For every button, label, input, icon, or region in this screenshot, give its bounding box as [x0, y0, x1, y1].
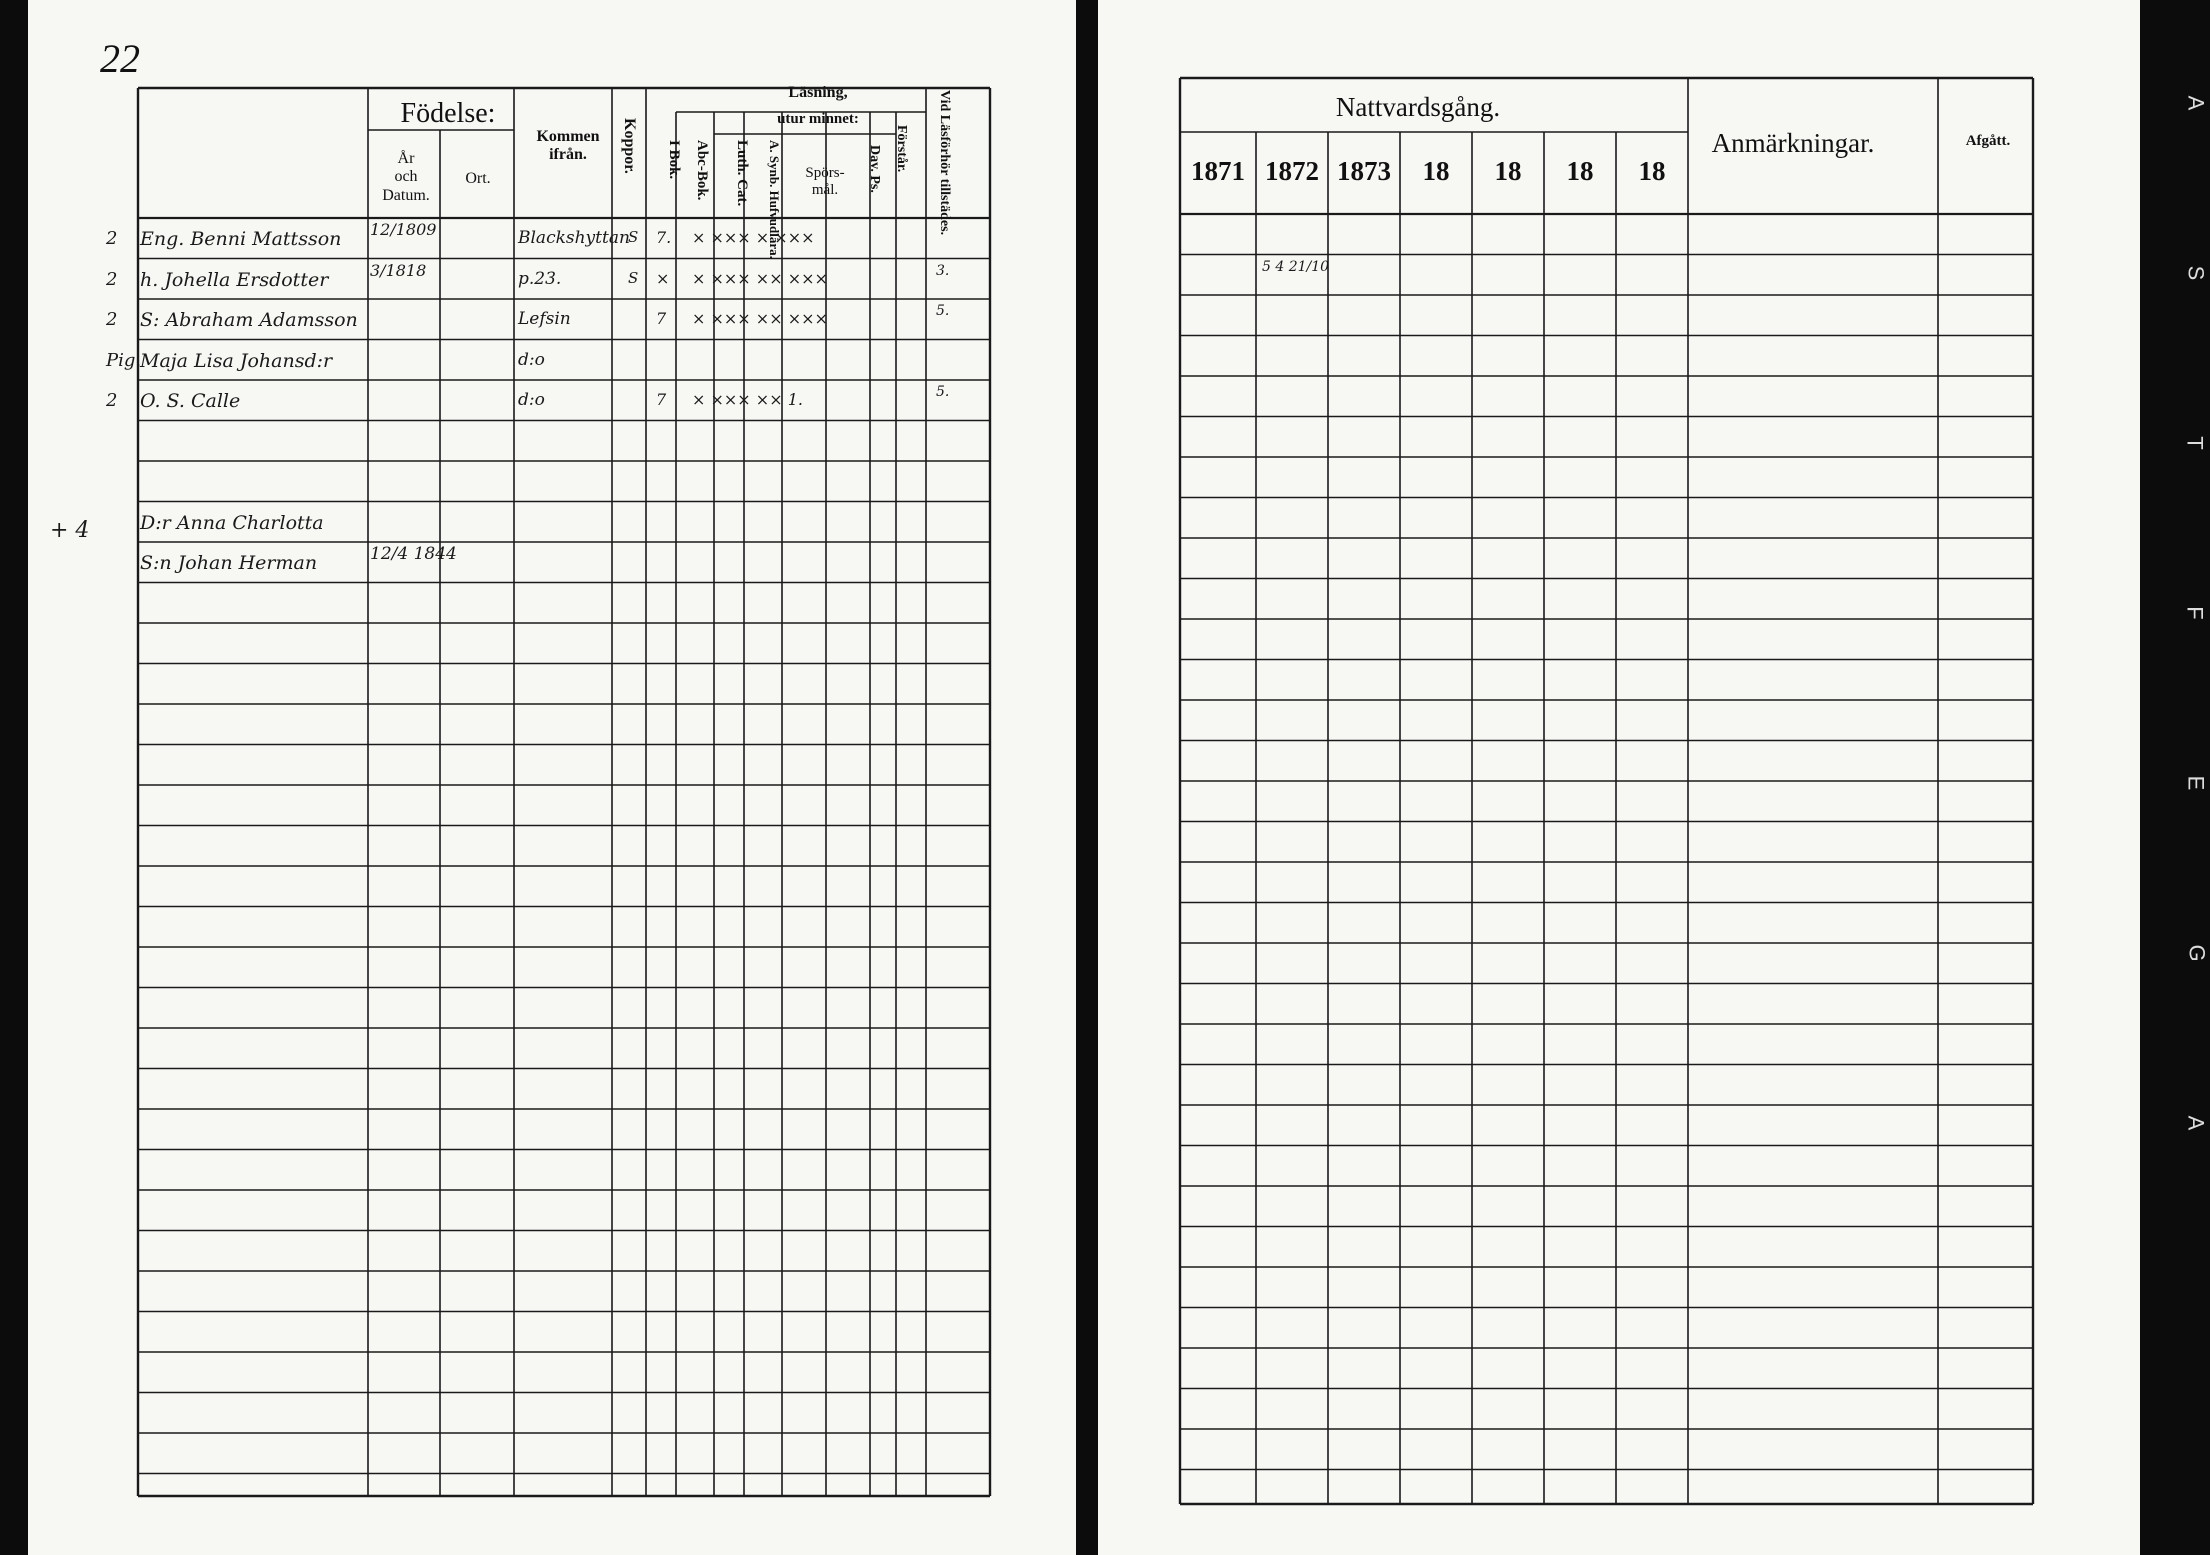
entry-born: 12/1809	[370, 220, 437, 239]
header-koppor: Koppor.	[621, 118, 638, 174]
header-nattvardsgang: Nattvardsgång.	[1335, 92, 1501, 122]
entry-tillstades: 5.	[936, 303, 950, 319]
entry-tillstades: 5.	[936, 384, 950, 400]
row-mark: Pig.	[106, 349, 142, 371]
row-mark: 2	[106, 390, 118, 411]
header-forstar: Förstår.	[894, 125, 909, 173]
edge-letter: A	[2183, 1115, 2209, 1131]
edge-letter: T	[2182, 436, 2208, 450]
row-mark: 2	[106, 309, 118, 330]
entry-i-bok: 7.	[656, 228, 672, 247]
edge-letter: F	[2182, 606, 2208, 620]
edge-letter: G	[2184, 944, 2210, 962]
entry-name: S:n Johan Herman	[140, 552, 318, 574]
entry-from: Lefsin	[518, 309, 571, 329]
entry-name: h. Johella Ersdotter	[140, 268, 329, 291]
left-page	[28, 0, 1076, 1555]
header-vid-lasforhor: Vid Läsförhör tillstädes.	[937, 90, 952, 236]
header-ar: År och Datum.	[382, 150, 430, 204]
edge-letter: E	[2183, 775, 2209, 791]
header-sporsmal: Spörs- mål.	[805, 165, 845, 199]
page-number: 22	[100, 36, 140, 81]
header-a-synb: A. Synb. Hufvudlära.	[767, 140, 782, 259]
year-header: 1871	[1191, 156, 1245, 186]
year-header: 1873	[1337, 156, 1391, 186]
communion-entry: 5 4 21/10	[1262, 258, 1330, 275]
header-dav-ps: Dav. Ps.	[867, 145, 882, 193]
entry-from: p.23.	[518, 268, 562, 289]
entry-reading-marks: × ××× ×× ×××	[692, 309, 828, 328]
entry-koppor: S	[628, 228, 639, 246]
edge-letter: S	[2183, 265, 2209, 281]
entry-tillstades: 3.	[936, 262, 950, 279]
entry-reading-marks: × ××× ×× 1.	[692, 390, 803, 409]
row-mark: 2	[106, 228, 118, 249]
header-abc-bok: Abc-Bok.	[694, 140, 710, 201]
right-page	[1098, 0, 2140, 1555]
row-mark: + 4	[50, 517, 90, 543]
entry-i-bok: 7	[656, 309, 667, 328]
header-lasning: Läsning,	[788, 84, 848, 101]
entry-i-bok: ×	[656, 268, 670, 288]
entry-born: 3/1818	[370, 260, 427, 280]
entry-from: Blackshyttan	[518, 228, 630, 248]
year-header: 18	[1422, 156, 1450, 186]
entry-born: 12/4 1844	[370, 544, 457, 564]
entry-name: Eng. Benni Mattsson	[140, 228, 342, 250]
entry-name: O. S. Calle	[140, 390, 241, 412]
entry-reading-marks: × ××× ×× ×××	[692, 268, 828, 288]
header-fodelse: Födelse:	[400, 98, 496, 129]
entry-name: S: Abraham Adamsson	[140, 309, 358, 331]
entry-name: D:r Anna Charlotta	[140, 511, 324, 534]
year-header: 1872	[1265, 156, 1319, 186]
entry-i-bok: 7	[656, 390, 667, 409]
edge-letter: A	[2183, 95, 2209, 111]
row-mark: 2	[106, 268, 118, 290]
year-header: 18	[1494, 156, 1522, 186]
right-grid	[1098, 0, 2140, 1555]
year-header: 18	[1638, 156, 1666, 186]
header-kommen: Kommen ifrån.	[536, 128, 600, 164]
entry-from: d:o	[518, 390, 545, 410]
header-ort: Ort.	[465, 170, 491, 187]
entry-koppor: S	[628, 268, 639, 287]
entry-from: d:o	[518, 349, 545, 370]
header-anmarkningar: Anmärkningar.	[1711, 128, 1875, 158]
entry-reading-marks: × ××× × ×××	[692, 228, 815, 247]
header-afgatt: Afgått.	[1965, 133, 2011, 149]
header-i-bok: I Bok.	[666, 140, 682, 180]
entry-name: Maja Lisa Johansd:r	[140, 349, 333, 372]
year-header: 18	[1566, 156, 1594, 186]
header-luth-cat: Luth. Cat.	[734, 140, 750, 207]
header-utur-minnet: utur minnet:	[777, 111, 859, 127]
